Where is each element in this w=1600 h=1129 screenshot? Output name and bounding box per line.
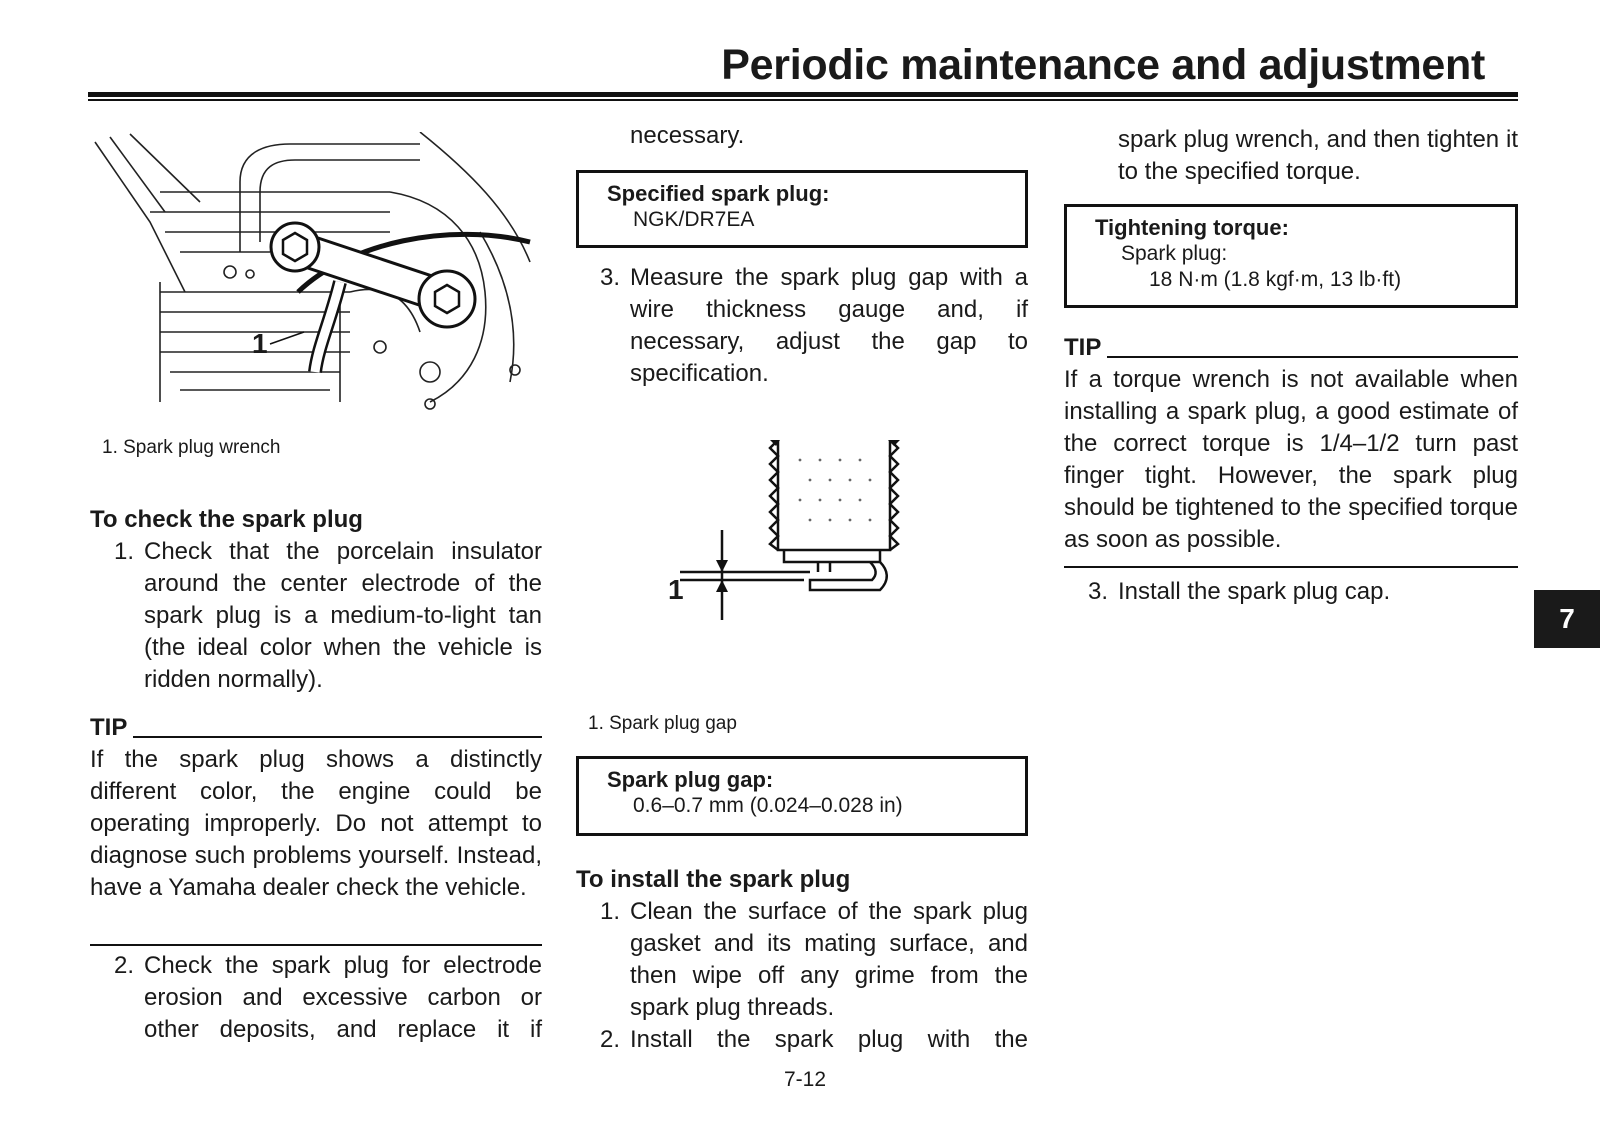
check-step-1-number: 1.: [114, 538, 135, 565]
install-tip-text: If a torque wrench is not available when installing a spark plug, a good estimate of the correct torque is 1/4–1/2 turn past finger tight. However, the spark plug should be tightened to the specified torque as soon as possible.: [1064, 366, 1518, 553]
figure1-caption: 1. Spark plug wrench: [102, 437, 281, 458]
install-step-3-text: Install the spark plug cap.: [1118, 578, 1391, 605]
tightening-torque-box: [1064, 204, 1518, 308]
tightening-torque-title: Tightening torque:: [1095, 215, 1289, 240]
check-step-2: [90, 950, 542, 1046]
install-step-1: [576, 896, 1028, 1024]
install-step-1-text: Clean the surface of the spark plug gasket and its mating surface, and then wipe off any grime from the spark plug threads.: [630, 898, 1028, 1021]
install-step-2-continuation: spark plug wrench, and then tighten it to the specified torque.: [1118, 126, 1518, 185]
page-title: Periodic maintenance and adjustment: [721, 41, 1485, 89]
install-step-1-number: 1.: [600, 898, 621, 925]
check-step-2-number: 2.: [114, 952, 135, 979]
page-number: 7-12: [784, 1068, 827, 1091]
check-tip-header: [90, 712, 542, 744]
install-tip-rule: [1107, 356, 1518, 358]
figure1-callout: 1: [252, 328, 268, 359]
specified-spark-plug-box: [576, 170, 1028, 248]
check-tip-end-rule: [90, 944, 542, 946]
install-tip-end-rule: [1064, 566, 1518, 568]
specified-spark-plug-value: NGK/DR7EA: [633, 208, 755, 231]
header-rule-thin: [88, 99, 1518, 101]
install-spark-plug-heading: To install the spark plug: [576, 866, 851, 893]
check-step-2-text: Check the spark plug for electrode erosion and excessive carbon or other deposits, and replace it if: [144, 952, 542, 1043]
measure-step-3: [576, 262, 1028, 390]
check-spark-plug-heading: To check the spark plug: [90, 506, 363, 533]
install-step-3-number: 3.: [1088, 578, 1109, 605]
spark-plug-gap-value: 0.6–0.7 mm (0.024–0.028 in): [633, 794, 903, 817]
measure-step-3-number: 3.: [600, 264, 621, 291]
figure2-callout: 1: [668, 574, 684, 605]
check-step-2-continuation: necessary.: [630, 122, 745, 149]
install-step-3: [1064, 576, 1518, 608]
spark-plug-gap-title: Spark plug gap:: [607, 767, 774, 792]
tightening-torque-item: Spark plug:: [1121, 242, 1228, 265]
install-tip-header: [1064, 332, 1518, 364]
spark-plug-gap-box: [576, 756, 1028, 836]
spark-plug-wrench-illustration: [90, 132, 535, 412]
install-step-2-text: Install the spark plug with the: [630, 1026, 1028, 1053]
chapter-tab: 7: [1534, 590, 1600, 648]
install-tip-label: TIP: [1064, 334, 1102, 361]
check-step-1: [90, 536, 542, 696]
tightening-torque-value: 18 N·m (1.8 kgf·m, 13 lb·ft): [1149, 268, 1402, 291]
header-rule-thick: [88, 92, 1518, 97]
figure2-caption: 1. Spark plug gap: [588, 713, 737, 734]
spark-plug-gap-illustration: [680, 440, 910, 640]
check-step-1-text: Check that the porcelain insulator around the center electrode of the spark plug is a medium-to-light tan (the ideal color when the vehicle is ridden normally).: [144, 538, 542, 693]
specified-spark-plug-title: Specified spark plug:: [607, 181, 830, 206]
check-tip-text: If the spark plug shows a distinctly different color, the engine could be operating improperly. Do not attempt to diagnose such problems yourself. Instead, have a Yamaha dealer check the vehicle.: [90, 746, 542, 901]
install-step-2-number: 2.: [600, 1026, 621, 1053]
install-step-2: [576, 1024, 1028, 1056]
check-tip-label: TIP: [90, 714, 128, 741]
check-tip-rule: [133, 736, 542, 738]
measure-step-3-text: Measure the spark plug gap with a wire thickness gauge and, if necessary, adjust the gap to specification.: [630, 264, 1028, 387]
